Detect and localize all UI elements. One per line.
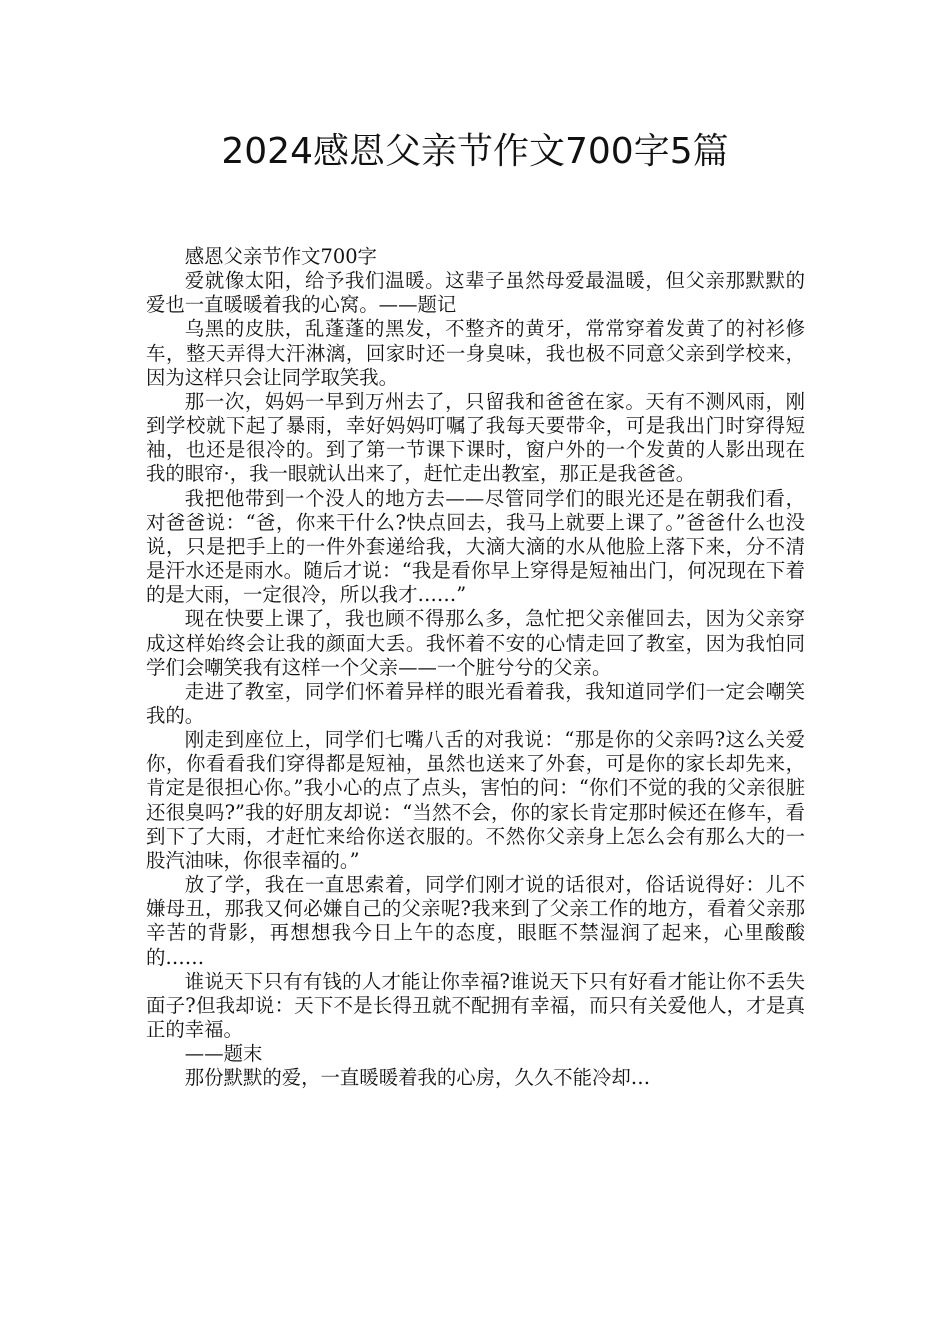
paragraph: 那一次，妈妈一早到万州去了，只留我和爸爸在家。天有不测风雨，刚到学校就下起了暴雨，幸好妈妈叮嘱了我每天要带伞，可是我出门时穿得短袖，也还是很冷的。到了第一节课下课时，窗户外的一个发黄的人影出现在我的眼帘·，我一眼就认出来了，赶忙走出教室，那正是我爸爸。 <box>146 389 805 486</box>
document-title: 2024感恩父亲节作文700字5篇 <box>221 131 729 172</box>
section-subtitle: 感恩父亲节作文700字 <box>184 245 377 268</box>
paragraph: 走进了教室，同学们怀着异样的眼光看着我，我知道同学们一定会嘲笑我的。 <box>146 679 805 727</box>
paragraph: 谁说天下只有有钱的人才能让你幸福?谁说天下只有好看才能让你不丢失面子?但我却说：天下不是长得丑就不配拥有幸福，而只有关爱他人，才是真正的幸福。 <box>146 969 805 1041</box>
paragraph: 我把他带到一个没人的地方去——尽管同学们的眼光还是在朝我们看，对爸爸说：“爸，你来干什么?快点回去，我马上就要上课了。”爸爸什么也没说，只是把手上的一件外套递给我，大滴大滴的水从他脸上落下来，分不清是汗水还是雨水。随后才说：“我是看你早上穿得是短袖出门，何况现在下着的是大雨，一定很冷，所以我才……” <box>146 486 805 607</box>
paragraph: 乌黑的皮肤，乱蓬蓬的黑发，不整齐的黄牙，常常穿着发黄了的衬衫修车，整天弄得大汗淋漓，回家时还一身臭味，我也极不同意父亲到学校来，因为这样只会让同学取笑我。 <box>146 317 805 389</box>
paragraph: 那份默默的爱，一直暖暖着我的心房，久久不能冷却… <box>184 1066 651 1090</box>
paragraph: 刚走到座位上，同学们七嘴八舌的对我说：“那是你的父亲吗?这么关爱你，你看看我们穿得都是短袖，虽然也送来了外套，可是你的家长却先来，肯定是很担心你。”我小心的点了点头，害怕的问：“你们不觉的我的父亲很脏还很臭吗?”我的好朋友却说：“当然不会，你的家长肯定那时候还在修车，看到下了大雨，才赶忙来给你送衣服的。不然你父亲身上怎么会有那么大的一股汽油味，你很幸福的。” <box>146 728 805 872</box>
paragraph: 放了学，我在一直思索着，同学们刚才说的话很对，俗话说得好：儿不嫌母丑，那我又何必嫌自己的父亲呢?我来到了父亲工作的地方，看着父亲那辛苦的背影，再想想我今日上午的态度，眼眶不禁湿润了起来，心里酸酸的…… <box>146 873 805 969</box>
paragraph-epilogue-mark: ——题末 <box>184 1042 263 1066</box>
paragraph: 现在快要上课了，我也顾不得那么多，急忙把父亲催回去，因为父亲穿成这样始终会让我的颜面大丢。我怀着不安的心情走回了教室，因为我怕同学们会嘲笑我有这样一个父亲——一个脏兮兮的父亲。 <box>146 607 805 679</box>
document-body <box>146 245 805 1090</box>
paragraph: 爱就像太阳，给予我们温暖。这辈子虽然母爱最温暖，但父亲那默默的爱也一直暖暖着我的心窝。——题记 <box>146 269 805 317</box>
